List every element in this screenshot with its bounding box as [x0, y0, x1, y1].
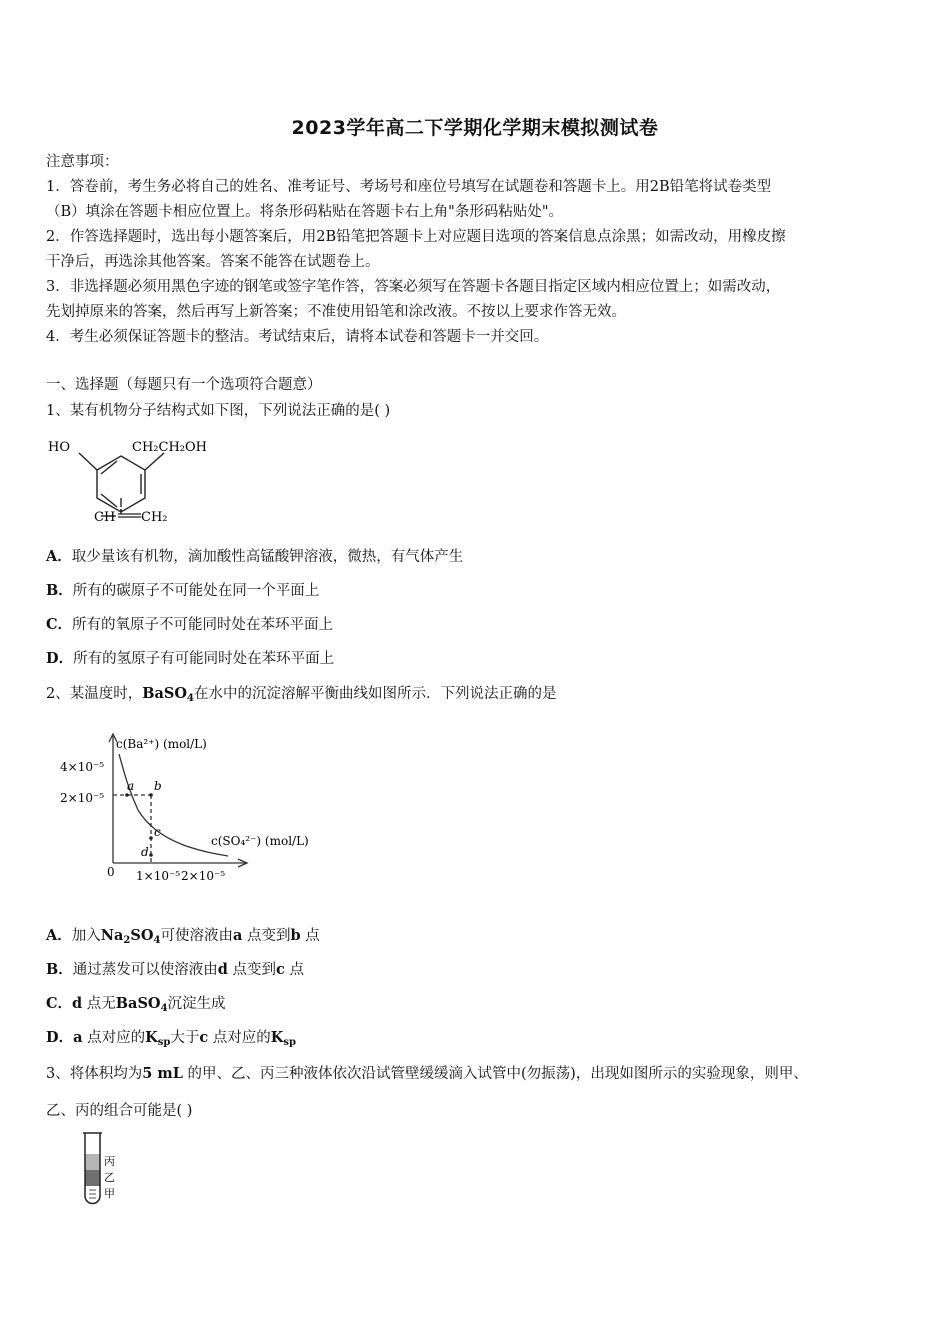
point-label-a: a — [127, 779, 135, 793]
y-tick-label: 2×10⁻⁵ — [60, 791, 105, 805]
point-ref: c — [276, 961, 285, 978]
q1-option-a[interactable] — [46, 545, 463, 566]
x-tick-label: 2×10⁻⁵ — [181, 869, 226, 883]
notice-heading: 注意事项： — [46, 154, 119, 170]
option-text: 点 — [289, 962, 304, 978]
notice-line: 1．答卷前，考生务必将自己的姓名、准考证号、考场号和座位号填写在试题卷和答题卡上。用2B铅笔将试卷类型 — [46, 179, 772, 195]
q2-stem-post: 在水中的沉淀溶解平衡曲线如图所示．下列说法正确的是 — [193, 686, 557, 702]
option-text: 所有的氧原子不可能同时处在苯环平面上 — [72, 617, 334, 633]
layer-bing — [85, 1154, 100, 1170]
q2-stem-pre: 2、某温度时， — [46, 686, 143, 702]
q2-option-c[interactable] — [46, 992, 226, 1014]
option-label: B． — [46, 961, 73, 978]
formula-sub: 4 — [153, 935, 161, 946]
point-label-b: b — [154, 779, 162, 793]
origin-label: 0 — [107, 865, 115, 879]
point-ref: a — [73, 1029, 83, 1046]
option-text: 点变到 — [246, 928, 291, 944]
option-text: 所有的氢原子有可能同时处在苯环平面上 — [73, 651, 335, 667]
option-text: 大于 — [170, 1030, 200, 1046]
point-c — [149, 836, 153, 840]
notice-line: 先划掉原来的答案，然后再写上新答案；不准使用铅笔和涂改液。不按以上要求作答无效。 — [46, 304, 626, 320]
q2-option-a[interactable] — [46, 924, 320, 946]
q2-formula: BaSO — [142, 685, 187, 702]
point-label-c: c — [154, 825, 161, 839]
option-label: B． — [46, 582, 73, 599]
point-ref: d — [217, 961, 228, 978]
point-label-d: d — [141, 845, 149, 859]
point-ref: c — [199, 1029, 209, 1046]
option-label: A． — [46, 927, 72, 944]
section-heading: 一、选择题（每题只有一个选项符合题意） — [46, 377, 322, 393]
q3-stem-line1 — [46, 1062, 808, 1083]
q2-option-d[interactable] — [46, 1026, 296, 1048]
option-text: 通过蒸发可以使溶液由 — [72, 962, 218, 978]
notice-line: 4．考生必须保证答题卡的整洁。考试结束后，请将本试卷和答题卡一并交回。 — [46, 329, 549, 345]
formula-sub: 4 — [160, 1003, 168, 1014]
option-text: 点 — [305, 928, 320, 944]
notice-line: 2．作答选择题时，选出每小题答案后，用2B铅笔把答题卡上对应题目选项的答案信息点涂黑；如需改动，用橡皮擦 — [46, 229, 786, 245]
option-label: A． — [46, 548, 72, 565]
ethanol-chain-label: CH₂CH₂OH — [132, 440, 207, 455]
formula: BaSO — [115, 995, 161, 1012]
q3-volume: 5 mL — [142, 1065, 183, 1082]
option-text: 点变到 — [232, 962, 277, 978]
option-text: 点无 — [86, 996, 116, 1012]
point-ref: a — [232, 927, 243, 944]
q1-option-c[interactable] — [46, 613, 333, 634]
option-text: 点对应的 — [212, 1030, 271, 1046]
y-axis-label: c(Ba²⁺) (mol/L) — [116, 737, 207, 751]
option-label: D． — [46, 650, 74, 667]
ksp: K — [270, 1029, 284, 1046]
option-text: 加入 — [71, 928, 101, 944]
page-title: 2023学年高二下学期化学期末模拟测试卷 — [291, 117, 659, 139]
option-text: 点对应的 — [87, 1030, 146, 1046]
ksp: K — [145, 1029, 158, 1046]
q2-option-b[interactable] — [46, 958, 304, 979]
option-text: 取少量该有机物，滴加酸性高锰酸钾溶液，微热，有气体产生 — [71, 549, 464, 565]
formula-sub: 2 — [123, 935, 131, 946]
q1-stem: 1、某有机物分子结构式如下图，下列说法正确的是( ) — [46, 403, 391, 419]
q1-structure-labels — [46, 434, 236, 530]
option-text: 所有的碳原子不可能处在同一个平面上 — [72, 583, 320, 599]
q1-option-b[interactable] — [46, 579, 319, 600]
notice-line: （B）填涂在答题卡相应位置上。将条形码粘贴在答题卡右上角"条形码粘贴处"。 — [46, 204, 563, 220]
tube-label: 乙 — [104, 1171, 115, 1184]
formula: Na — [100, 927, 124, 944]
q3-text: 的甲、乙、丙三种液体依次沿试管壁缓缓滴入试管中(勿振荡)，出现如图所示的实验现象，则甲、 — [187, 1066, 808, 1082]
q2-formula-sub: 4 — [187, 693, 194, 704]
point-ref: b — [290, 927, 301, 944]
q2-stem — [46, 682, 556, 704]
option-label: C． — [46, 616, 73, 633]
point-b — [149, 793, 153, 797]
x-tick-label: 1×10⁻⁵ — [136, 869, 181, 883]
tube-label: 丙 — [104, 1155, 115, 1168]
notice-line: 干净后，再选涂其他答案。答案不能答在试题卷上。 — [46, 254, 380, 270]
option-text: 沉淀生成 — [167, 996, 226, 1012]
notice-line: 3．非选择题必须用黑色字迹的钢笔或签字笔作答，答案必须写在答题卡各题目指定区域内相应位置上；如需改动， — [46, 279, 781, 295]
vinyl-ch-label: CH — [94, 510, 116, 525]
ksp-sub: sp — [157, 1037, 171, 1048]
layer-yi — [85, 1170, 100, 1186]
q3-stem-line2: 乙、丙的组合可能是( ) — [46, 1103, 193, 1119]
q1-option-d[interactable] — [46, 647, 334, 668]
tube-label: 甲 — [104, 1187, 115, 1200]
q2-solubility-graph — [56, 728, 326, 888]
q3-text: 3、将体积均为 — [46, 1066, 143, 1082]
formula: SO — [130, 927, 154, 944]
q3-test-tube — [80, 1130, 130, 1208]
option-label: C． — [46, 995, 73, 1012]
option-text: 可使溶液由 — [160, 928, 233, 944]
y-tick-label: 4×10⁻⁵ — [60, 760, 105, 774]
point-a — [125, 793, 129, 797]
option-label: D． — [46, 1029, 74, 1046]
x-axis-label: c(SO₄²⁻) (mol/L) — [211, 834, 309, 848]
point-d — [149, 853, 153, 857]
ho-label: HO — [48, 440, 70, 455]
vinyl-ch2-label: CH₂ — [141, 510, 168, 525]
point-ref: d — [72, 995, 83, 1012]
ksp-sub: sp — [283, 1037, 297, 1048]
